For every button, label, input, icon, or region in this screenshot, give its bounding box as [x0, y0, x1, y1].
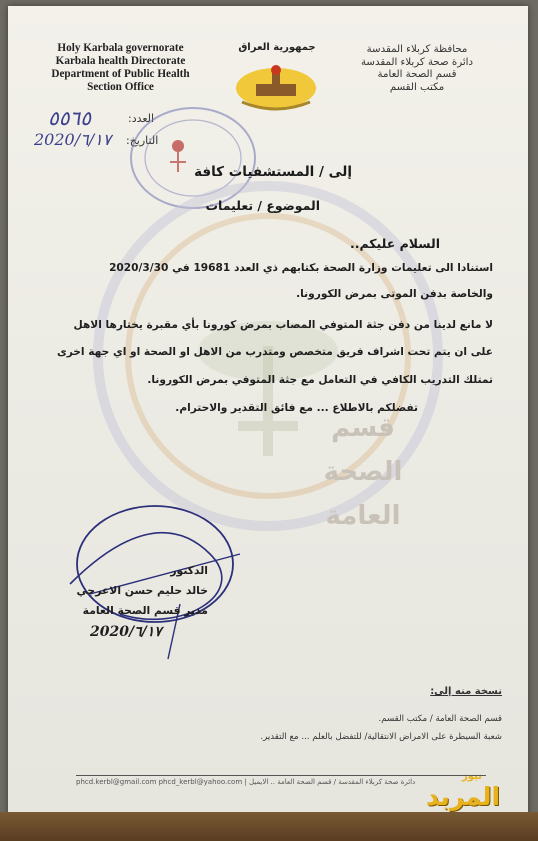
- letter-paper: [8, 6, 528, 818]
- letterhead-en-line: Section Office: [87, 81, 154, 93]
- letterhead-arabic: [332, 44, 502, 94]
- letterhead-en-line: Department of Public Health: [51, 68, 190, 80]
- letterhead-english: [28, 42, 213, 94]
- ref-date-value: 2020/٦/١٧: [34, 130, 112, 149]
- letterhead-en-line: Holy Karbala governorate: [57, 42, 184, 54]
- news-logo-small: نيوز: [462, 771, 482, 782]
- subject-line: الموضوع / تعليمات: [205, 198, 320, 213]
- letterhead-ar-line: محافظة كربلاء المقدسة: [366, 44, 468, 55]
- closing-line: تفضلكم بالاطلاع ... مع فائق التقدير والاحترام.: [175, 402, 418, 414]
- signature-date: 2020/٦/١٧: [90, 624, 162, 640]
- republic-label: جمهورية العراق: [238, 42, 316, 53]
- greeting-line: السلام عليكم..: [349, 236, 440, 251]
- signature-title: الدكتور: [170, 564, 208, 577]
- stamp-line: الصحة: [323, 457, 403, 487]
- copies-item: شعبة السيطرة على الامراض الانتقالية/ للتفضل بالعلم ... مع التقدير.: [260, 732, 502, 742]
- ref-number-label: العدد:: [128, 112, 155, 125]
- department-stamp-text: [308, 406, 418, 538]
- recipient-line: إلى / المستشفيات كافة: [194, 164, 352, 180]
- letterhead-en-line: Karbala health Directorate: [55, 55, 186, 67]
- ref-date-label: التاريخ:: [126, 134, 159, 147]
- footer-contact: phcd.kerbl@gmail.com phcd_kerbl@yahoo.com | دائرة صحة كربلاء المقدسة / قسم الصحة العامة .. الايميل: [76, 775, 486, 786]
- letterhead-ar-line: قسم الصحة العامة: [377, 69, 457, 80]
- body-line: استنادا الى تعليمات وزارة الصحة بكتابهم ذي العدد 19681 في 2020/3/30: [109, 262, 493, 274]
- ref-number-value: ٥٥٦٥: [48, 106, 91, 130]
- letterhead-ar-line: دائرة صحة كربلاء المقدسة: [360, 56, 474, 68]
- letterhead-ar-line: مكتب القسم: [389, 81, 445, 93]
- signature-name: خالد حليم حسن الاعرجي: [76, 584, 208, 597]
- table-surface: [0, 812, 538, 841]
- copies-heading: نسخة منه إلى:: [430, 686, 502, 697]
- copies-item: قسم الصحة العامة / مكتب القسم.: [378, 714, 502, 724]
- body-line: على ان يتم تحت اشراف فريق متخصص ومتدرب من الاهل او الصحة او اي جهة اخرى: [57, 346, 493, 358]
- body-line: لا مانع لدينا من دفن جثة المتوفي المصاب بمرض كورونا بأي مقبرة يختارها الاهل: [73, 319, 493, 331]
- body-line: والخاصة بدفن الموتى بمرض الكورونا.: [296, 288, 493, 300]
- news-logo-big: المربد: [426, 782, 501, 811]
- signature-position: مدير قسم الصحة العامة: [82, 604, 208, 617]
- stamp-line: العامة: [325, 501, 401, 531]
- body-line: تمتلك التدريب الكافي في التعامل مع جثة المتوفي بمرض الكورونا.: [147, 374, 493, 386]
- stamp-line: قسم: [331, 413, 395, 443]
